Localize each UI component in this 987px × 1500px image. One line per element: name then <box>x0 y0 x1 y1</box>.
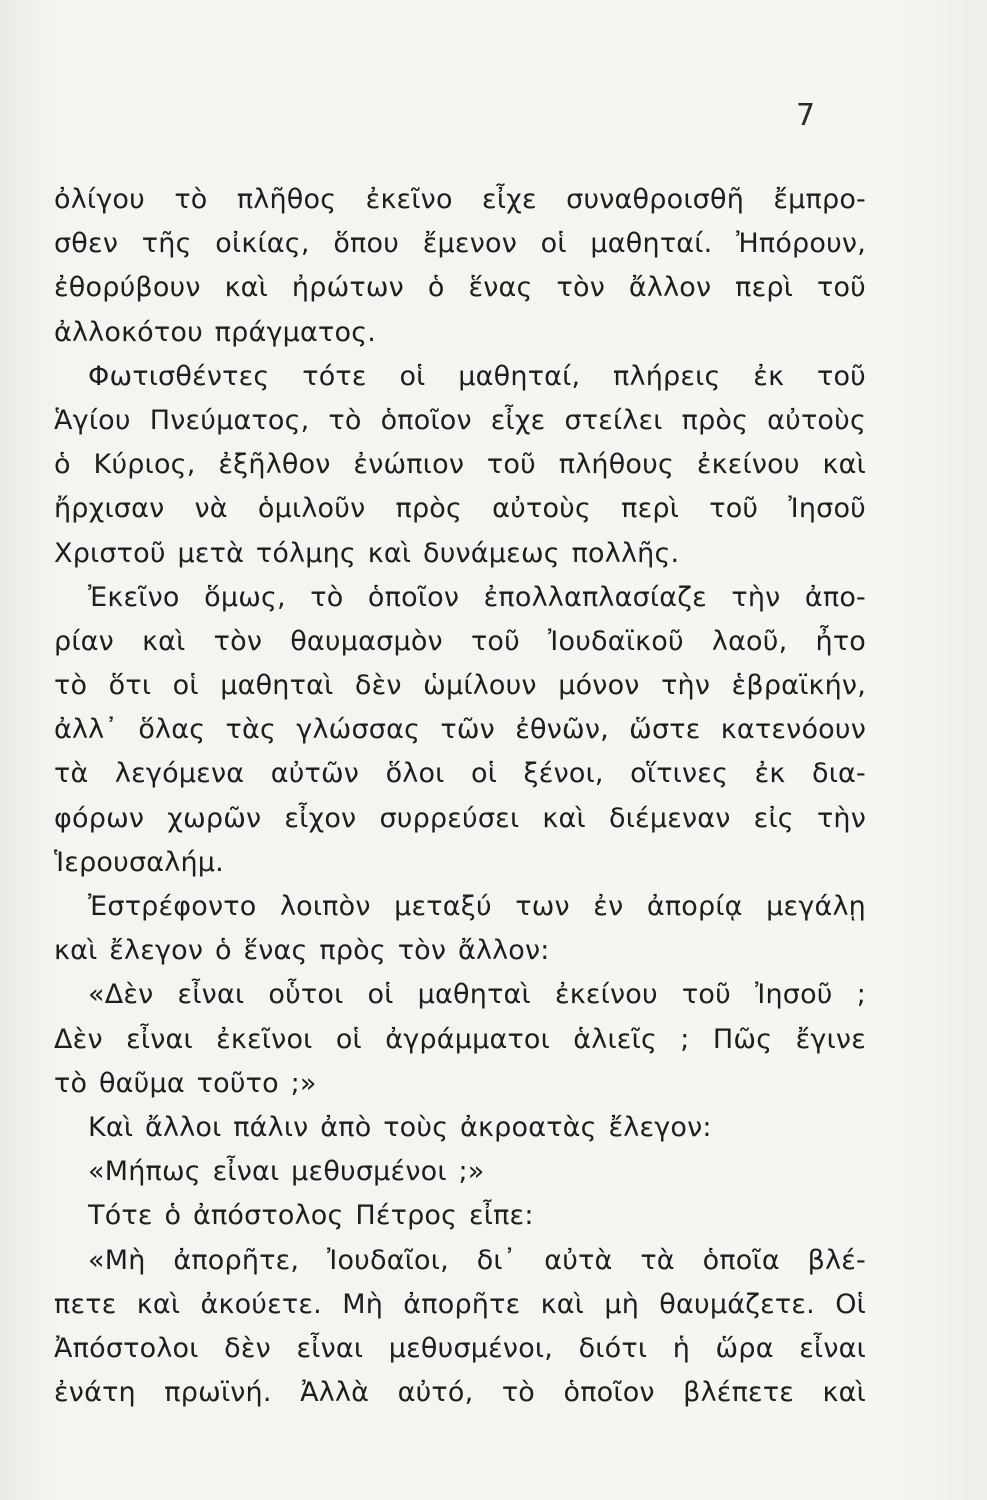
text-line: «Μὴ ἀπορῆτε, Ἰουδαῖοι, δι᾽ αὐτὰ τὰ ὁποῖα βλέ- <box>88 1244 866 1276</box>
body-text <box>54 178 866 1415</box>
text-line: Καὶ ἄλλοι πάλιν ἀπὸ τοὺς ἀκροατὰς ἔλεγον: <box>88 1111 712 1143</box>
text-line: ὁ Κύριος, ἐξῆλθον ἐνώπιον τοῦ πλήθους ἐκείνου καὶ <box>54 449 866 481</box>
text-line: ἐνάτη πρωϊνή. Ἀλλὰ αὐτό, τὸ ὁποῖον βλέπετε καὶ <box>54 1377 866 1409</box>
text-line: ρίαν καὶ τὸν θαυμασμὸν τοῦ Ἰουδαϊκοῦ λαοῦ, ἦτο <box>54 625 866 657</box>
text-line: «Δὲν εἶναι οὗτοι οἱ μαθηταὶ ἐκείνου τοῦ Ἰησοῦ ; <box>88 979 866 1011</box>
text-line: Ἁγίου Πνεύματος, τὸ ὁποῖον εἶχε στείλει πρὸς αὐτοὺς <box>54 404 866 436</box>
text-line: Ἀπόστολοι δὲν εἶναι μεθυσμένοι, διότι ἡ ὥρα εἶναι <box>54 1332 866 1364</box>
text-line: Χριστοῦ μετὰ τόλμης καὶ δυνάμεως πολλῆς. <box>54 537 680 569</box>
text-line: πετε καὶ ἀκούετε. Μὴ ἀπορῆτε καὶ μὴ θαυμάζετε. Οἱ <box>54 1288 866 1320</box>
text-line: ἐθορύβουν καὶ ἠρώτων ὁ ἕνας τὸν ἄλλον περὶ τοῦ <box>54 272 866 304</box>
page-number: 7 <box>796 98 816 133</box>
text-line: καὶ ἔλεγον ὁ ἕνας πρὸς τὸν ἄλλον: <box>54 935 550 967</box>
text-line: ὀλίγου τὸ πλῆθος ἐκεῖνο εἶχε συναθροισθῆ ἔμπρο- <box>54 184 866 215</box>
text-line: Τότε ὁ ἀπόστολος Πέτρος εἶπε: <box>88 1200 534 1232</box>
text-line: σθεν τῆς οἰκίας, ὅπου ἔμενον οἱ μαθηταί. Ἠπόρουν, <box>54 228 866 260</box>
text-line: «Μήπως εἶναι μεθυσμένοι ;» <box>88 1156 485 1188</box>
text-line: Ἐκεῖνο ὅμως, τὸ ὁποῖον ἐπολλαπλασίαζε τὴν ἀπο- <box>88 581 866 613</box>
text-line: ἀλλ᾽ ὅλας τὰς γλώσσας τῶν ἐθνῶν, ὥστε κατενόουν <box>54 714 866 746</box>
text-line: τὸ θαῦμα τοῦτο ;» <box>54 1067 317 1099</box>
text-line: τὸ ὅτι οἱ μαθηταὶ δὲν ὡμίλουν μόνον τὴν ἑβραϊκήν, <box>54 670 866 702</box>
text-line: ἀλλοκότου πράγματος. <box>54 316 377 348</box>
text-line: Δὲν εἶναι ἐκεῖνοι οἱ ἀγράμματοι ἁλιεῖς ; Πῶς ἔγινε <box>54 1023 866 1055</box>
text-line: Φωτισθέντες τότε οἱ μαθηταί, πλήρεις ἐκ τοῦ <box>88 360 866 392</box>
text-line: φόρων χωρῶν εἶχον συρρεύσει καὶ διέμεναν εἰς τὴν <box>54 802 866 834</box>
text-line: Ἐστρέφοντο λοιπὸν μεταξύ των ἐν ἀπορίᾳ μεγάλῃ <box>88 891 866 922</box>
text-line: Ἱερουσαλήμ. <box>54 846 224 878</box>
text-line: τὰ λεγόμενα αὐτῶν ὅλοι οἱ ξένοι, οἵτινες ἐκ δια- <box>54 758 866 790</box>
text-line: ἤρχισαν νὰ ὁμιλοῦν πρὸς αὐτοὺς περὶ τοῦ Ἰησοῦ <box>54 493 866 525</box>
